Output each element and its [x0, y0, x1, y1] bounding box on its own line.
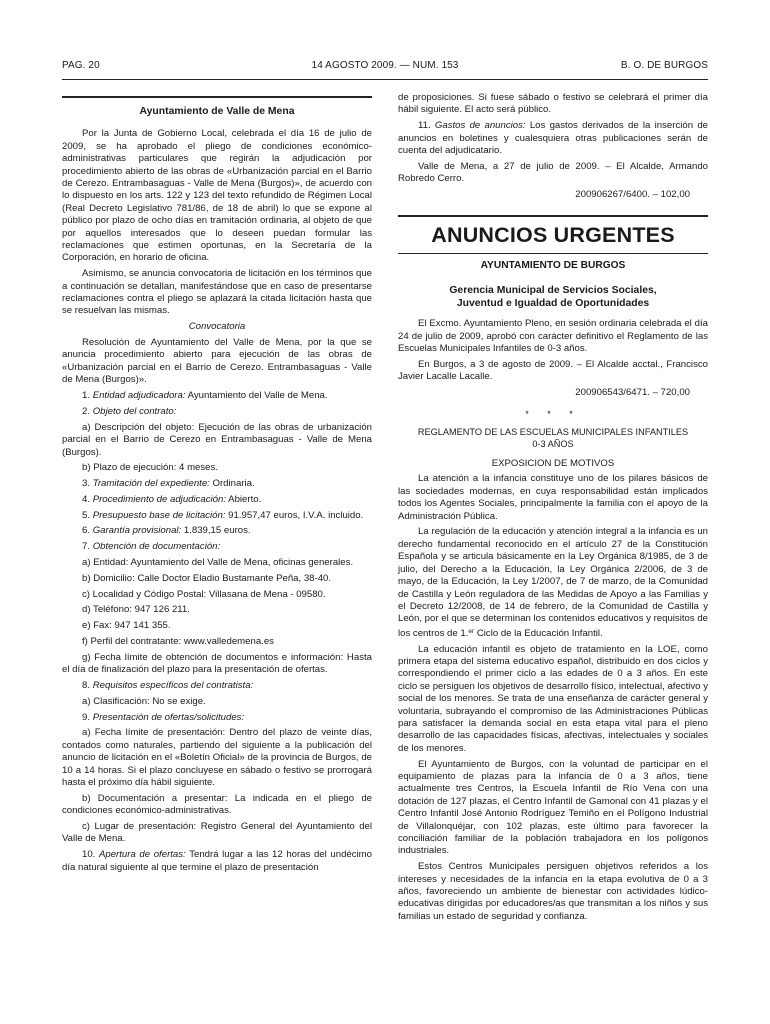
page-number: PAG. 20	[62, 60, 100, 71]
list-item: 5. Presupuesto base de licitación: 91.957,47 euros, I.V.A. incluido.	[82, 509, 364, 521]
convocatoria-heading: Convocatoria	[188, 321, 246, 333]
right-column	[398, 92, 708, 927]
section-rule	[398, 215, 708, 217]
reference-number: 200906267/6400. – 102,00	[575, 189, 690, 201]
publication-name: B. O. DE BURGOS	[620, 60, 708, 71]
list-item: 4. Procedimiento de adjudicación: Abierto.	[82, 493, 262, 505]
exposition-heading: EXPOSICION DE MOTIVOS	[491, 458, 615, 470]
paragraph: La atención a la infancia constituye uno de los pilares básicos de las sociedades modernas, en cuya responsabilidad están implicados todos los Agentes Sociales, principalmente la familia con el apoyo de la Administración Pública.	[398, 473, 708, 522]
paragraph: de proposiciones. Si fuese sábado o festivo se celebrará el primer día hábil siguiente. El acto será público.	[398, 92, 708, 116]
paragraph: Resolución de Ayuntamiento del Valle de Mena, por la que se anuncia procedimiento abierto para ejecución de las obras de «Urbanización parcial en el Barrio de Cerezo. Entrambasaguas - Valle de Mena (Burgos)».	[62, 337, 372, 386]
paragraph: La educación infantil es objeto de tratamiento en la LOE, como primera etapa del sistema educativo español, distribuido en dos ciclos y correspondiendo el primer ciclo a las edades de 0 a 3 años. En este ciclo se persiguen los objetivos de desarrollo físico, intelectual, afectivo y social de los menores. Se trata de una enseñanza de carácter general y voluntaria, subrayando el compromiso de las Administraciones Públicas para satisfacer la demanda social en esta etapa vital para el pleno desarrollo de las capacidades físicas, afectivas, intelectuales y sociales de los menores.	[398, 643, 708, 754]
list-item: g) Fecha límite de obtención de documentos e información: Hasta el día de finalización del plazo para la presentación de ofertas.	[62, 651, 372, 676]
department-heading: Gerencia Municipal de Servicios Sociales, Juventud e Igualdad de Oportunidades	[449, 284, 657, 309]
list-item: a) Entidad: Ayuntamiento del Valle de Mena, oficinas generales.	[82, 557, 354, 569]
council-heading: AYUNTAMIENTO DE BURGOS	[480, 260, 626, 272]
separator-stars: * * *	[525, 408, 581, 419]
list-item: c) Localidad y Código Postal: Villasana de Mena - 09580.	[82, 588, 326, 600]
issue-date: 14 AGOSTO 2009. — NUM. 153	[311, 60, 459, 71]
list-item: a) Fecha límite de presentación: Dentro del plazo de veinte días, contados como naturales, partiendo del siguiente a la publicación del anuncio de licitación en el «Boletín Oficial» de la provincia de Burgos, de 10 a 14 horas. Si el plazo concluyese en sábado o festivo se prorrogará hasta el próximo día hábil siguiente.	[62, 727, 372, 789]
list-item: 6. Garantía provisional: 1.839,15 euros.	[82, 525, 251, 537]
list-item: 7. Obtención de documentación:	[82, 541, 221, 553]
list-item: c) Lugar de presentación: Registro General del Ayuntamiento del Valle de Mena.	[62, 821, 372, 845]
paragraph: El Ayuntamiento de Burgos, con la voluntad de participar en el equipamiento de plazas para la infancia de 0 a 3 años, tiene actualmente tres Centros, la Escuela Infantil de Río Vena con una dotación de 127 plazas, el Centro Infantil de Gamonal con 41 plazas y el Centro Infantil José Antonio Rodríguez Temiño en el Polígono Industrial de Villalonquéjar, con 102 plazas, este último para favorecer la conciliación familiar de la población trabajadora en los polígonos industriales.	[398, 758, 708, 857]
list-item: a) Descripción del objeto: Ejecución de las obras de urbanización parcial en el Barrio de Cerezo en Entrambasaguas - Valle de Mena (Burgos).	[62, 421, 372, 458]
left-column	[62, 92, 372, 877]
list-item: a) Clasificación: No se exige.	[82, 695, 206, 707]
list-item: b) Domicilio: Calle Doctor Eladio Bustamante Peña, 38-40.	[82, 572, 332, 584]
list-item: 11. Gastos de anuncios: Los gastos derivados de la inserción de anuncios en boletines y cualesquiera otras publicaciones serán de cuenta del adjudicatario.	[398, 120, 708, 157]
list-item: b) Plazo de ejecución: 4 meses.	[82, 462, 218, 474]
paragraph: Por la Junta de Gobierno Local, celebrada el día 16 de julio de 2009, se ha aprobado el pliego de condiciones económico-administrativas particulares que regirán la adjudicación por procedimiento abierto de las obras de «Urbanización parcial en el Barrio de Cerezo. Entrambasaguas - Valle de Mena (Burgos)», de acuerdo con lo dispuesto en los arts. 122 y 123 del texto refundido de Régimen Local (Real Decreto Legislativo 781/86, de 18 de abril) lo que se expone al público por plazo de ocho días en tramitación ordinaria, al objeto de que por aquellos interesados que lo deseen puedan formular las reclamaciones que estimen oportunas, en la Secretaría de la Corporación, en horario de oficina.	[62, 128, 372, 264]
list-item: 1. Entidad adjudicadora: Ayuntamiento del Valle de Mena.	[82, 390, 328, 402]
section-title: Ayuntamiento de Valle de Mena	[139, 106, 295, 117]
paragraph: Asimismo, se anuncia convocatoria de licitación en los términos que a continuación se detallan, manifestándose que en caso de presentarse reclamaciones contra el pliego se aplazará la citada licitación hasta que se resuelvan las mismas.	[62, 268, 372, 317]
paragraph: Estos Centros Municipales persiguen objetivos referidos a los intereses y necesidades de la infancia en la etapa evolutiva de 0 a 3 años, favoreciendo un ambiente de bienestar con actividades lúdico-educativas dirigidas por educadores/as que transmitan a los niños y sus familias un estado de seguridad y confianza.	[398, 861, 708, 922]
list-item: 10. Apertura de ofertas: Tendrá lugar a las 12 horas del undécimo día natural siguiente al que termine el plazo de presentación	[62, 849, 372, 873]
section-rule	[398, 253, 708, 254]
urgent-notices-title: ANUNCIOS URGENTES	[431, 223, 675, 248]
reference-number: 200906543/6471. – 720,00	[575, 387, 690, 399]
list-item: b) Documentación a presentar: La indicada en el pliego de condiciones económico-administrativas.	[62, 792, 372, 817]
list-item: 8. Requisitos específicos del contratista:	[82, 680, 254, 692]
list-item: d) Teléfono: 947 126 211.	[82, 604, 190, 616]
regulation-title: REGLAMENTO DE LAS ESCUELAS MUNICIPALES INFANTILES 0-3 AÑOS	[417, 427, 689, 450]
header-rule	[62, 79, 708, 80]
list-item: e) Fax: 947 141 355.	[82, 620, 171, 632]
list-item: 9. Presentación de ofertas/solicitudes:	[82, 711, 245, 723]
section-rule	[62, 96, 372, 98]
list-item: f) Perfil del contratante: www.valledemena.es	[82, 636, 274, 648]
list-item: 2. Objeto del contrato:	[82, 405, 177, 417]
signature: En Burgos, a 3 de agosto de 2009. – El Alcalde acctal., Francisco Javier Lacalle Lacalle.	[398, 359, 708, 383]
page-header	[62, 60, 708, 78]
signature: Valle de Mena, a 27 de julio de 2009. – El Alcalde, Armando Robredo Cerro.	[398, 160, 708, 185]
paragraph: El Excmo. Ayuntamiento Pleno, en sesión ordinaria celebrada el día 24 de julio de 2009, aprobó con carácter definitivo el Reglamento de las Escuelas Municipales Infantiles de 0-3 años.	[398, 318, 708, 355]
list-item: 3. Tramitación del expediente: Ordinaria.	[82, 478, 255, 490]
paragraph: La regulación de la educación y atención integral a la infancia es un derecho fundamental reconocido en el artículo 27 de la Constitución Española y se articula básicamente en la Ley Orgánica 8/1985, de 3 de julio, del Derecho a la Educación, la Ley Orgánica 2/2006, de 3 de mayo, de la Educación, la Ley 1/2007, de 7 de marzo, de la Comunidad de Castilla y León reguladora de las Medidas de Apoyo a las Familias y el Decreto 12/2008, de 14 de febrero, de la Comunidad de Castilla y León, por el que se determinan los contenidos educativos y requisitos de los centros de 1.$^{er}$ Ciclo de la Educación Infantil.	[398, 526, 708, 639]
